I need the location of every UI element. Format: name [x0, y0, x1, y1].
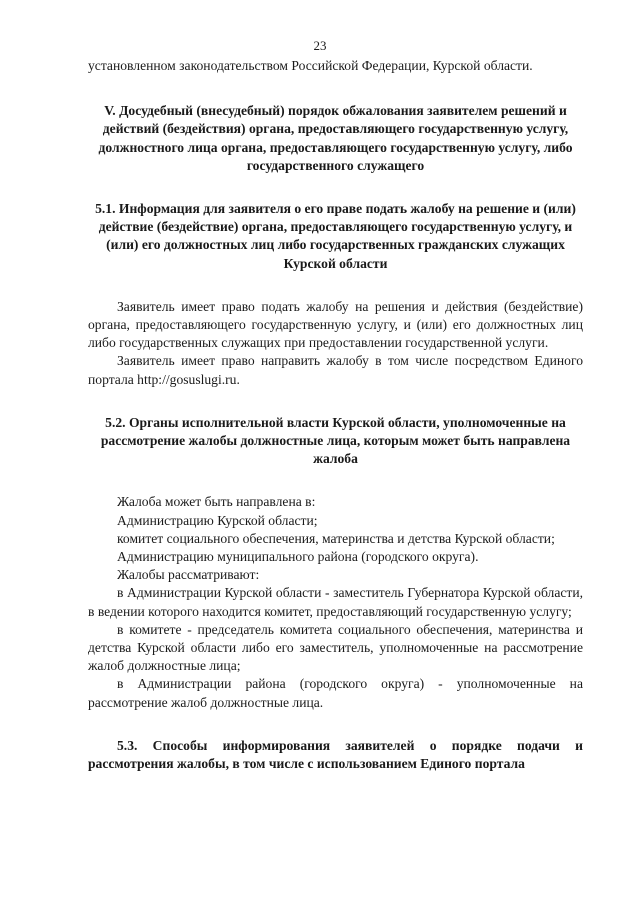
paragraph: Жалоба может быть направлена в:	[117, 494, 316, 510]
section-v-heading: V. Досудебный (внесудебный) порядок обжалования заявителем решений и действий (бездействия) органа, предоставляющего государственную услугу, должностного лица органа, предоставляющего государственную услугу, либо государственного служащего	[98, 103, 573, 173]
paragraph: Администрацию Курской области;	[117, 512, 318, 528]
page-number: 23	[313, 38, 327, 53]
paragraph: в Администрации Курской области - заместитель Губернатора Курской области, в ведении которого находится комитет, предоставляющий государственную услугу;	[88, 585, 583, 619]
section-5-1-heading: 5.1. Информация для заявителя о его праве подать жалобу на решение и (или) действие (бездействие) органа, предоставляющего государственную услугу, и (или) его должностных лиц либо государственных гражданских служащих Курской области	[95, 201, 576, 271]
paragraph: Заявитель имеет право направить жалобу в том числе посредством Единого портала http://gosuslugi.ru.	[88, 353, 583, 387]
paragraph: в комитете - председатель комитета социального обеспечения, материнства и детства Курской области либо его заместитель, уполномоченные на рассмотрение жалоб должностные лица;	[88, 621, 583, 674]
document-body	[88, 57, 583, 773]
section-5-1-body	[88, 298, 583, 389]
section-5-2-body	[88, 493, 583, 711]
paragraph: в Администрации района (городского округа) - уполномоченные на рассмотрение жалоб должностные лица.	[88, 676, 583, 710]
intro-paragraph: установленном законодательством Российской Федерации, Курской области.	[88, 58, 533, 73]
section-5-3-heading: 5.3. Способы информирования заявителей о порядке подачи и рассмотрения жалобы, в том числе с использованием Единого портала	[88, 737, 583, 772]
paragraph: Администрацию муниципального района (городского округа).	[117, 549, 479, 565]
paragraph: Заявитель имеет право подать жалобу на решения и действия (бездействие) органа, предоставляющего государственную услугу, и (или) его должностных лиц либо государственных служащих при предоставлении государственной услуги.	[88, 298, 583, 351]
section-5-2-heading: 5.2. Органы исполнительной власти Курской области, уполномоченные на рассмотрение жалобы должностные лица, которым может быть направлена жалоба	[100, 414, 571, 467]
paragraph: Жалобы рассматривают:	[117, 567, 260, 583]
paragraph: комитет социального обеспечения, материнства и детства Курской области;	[117, 530, 555, 546]
